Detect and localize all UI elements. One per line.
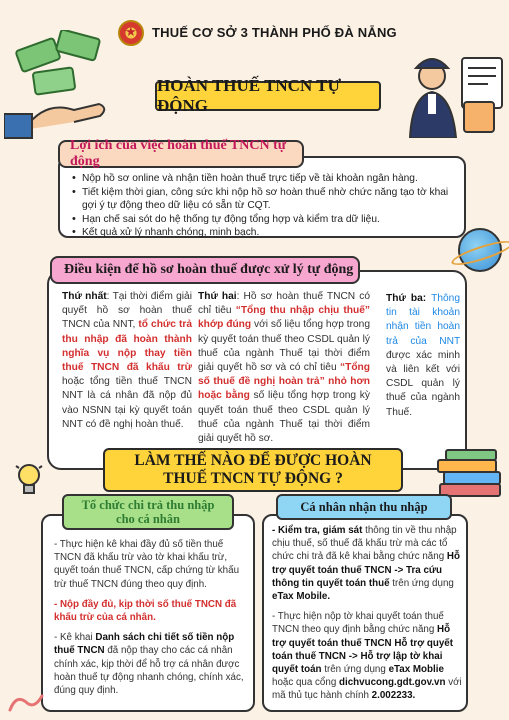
conditions-heading bbox=[50, 256, 360, 284]
individual-content bbox=[272, 524, 462, 710]
ind-p1-app: eTax Mobile. bbox=[272, 591, 331, 603]
list-item: • Nộp hồ sơ online và nhận tiền hoàn thuế trực tiếp về tài khoản ngân hàng. bbox=[72, 172, 460, 186]
ind-p2-text-3: hoặc qua cổng bbox=[272, 677, 339, 689]
conditions-heading-text: Điều kiện để hồ sơ hoàn thuế được xử lý tự động bbox=[64, 262, 354, 277]
org-content bbox=[54, 538, 250, 704]
individual-paragraph-2 bbox=[272, 610, 462, 702]
condition-second-text: : Hồ sơ hoàn thuế TNCN có chỉ tiêu bbox=[198, 291, 370, 317]
ind-p2-portal: dichvucong.gdt.gov.vn bbox=[339, 677, 446, 689]
org-paragraph-2: - Nộp đầy đủ, kịp thời số thuế TNCN đã khấu trừ của cá nhân. bbox=[54, 598, 237, 624]
ind-p2-text-4: với mã thủ tục hành chính bbox=[272, 677, 462, 702]
money-hand-icon bbox=[4, 30, 134, 140]
condition-first-label: Thứ nhất bbox=[62, 291, 107, 302]
individual-paragraph-1 bbox=[272, 524, 462, 603]
ind-p1-text: thông tin về thu nhập chịu thuế, số thuế đã khấu trừ mà các tổ chức chi trả đã kê khai bằng chức năng bbox=[272, 525, 457, 563]
org-p3-text-end: đã nộp thay cho các cá nhân chính xác, kịp thời để hỗ trợ cá nhân được hoàn thuế tự động nhanh chóng, chính xác, đúng quy định. bbox=[54, 645, 244, 697]
condition-first-text-end: hoặc tổng tiền thuế TNCN NNT là cá nhân đã nộp đủ vào NSNN tại kỳ quyết toán NNT có đề nghị hoàn thuế. bbox=[62, 376, 192, 430]
condition-second-highlight-1: “Tổng thu nhập chịu thuế” khớp đúng bbox=[198, 305, 370, 331]
org-heading bbox=[62, 494, 234, 530]
condition-third-text: được xác minh và liên kết với CSDL quản lý thuế của ngành Thuế. bbox=[386, 349, 460, 418]
org-heading-line2: cho cá nhân bbox=[116, 512, 180, 526]
main-title bbox=[155, 76, 381, 115]
lightbulb-icon bbox=[14, 462, 44, 498]
ind-p1-function: Hỗ trợ quyết toán thuế TNCN -> Tra cứu thông tin quyết toán thuế bbox=[272, 551, 460, 589]
condition-second-label: Thứ hai bbox=[198, 291, 237, 302]
ind-p1-bold: - Kiểm tra, giám sát bbox=[272, 525, 363, 536]
condition-second bbox=[198, 290, 370, 446]
how-heading-line2: THUẾ TNCN TỰ ĐỘNG ? bbox=[163, 470, 343, 487]
list-item: • Kết quả xử lý nhanh chóng, minh bạch. bbox=[72, 226, 460, 240]
main-title-text: HOÀN THUẾ TNCN TỰ ĐỘNG bbox=[157, 76, 342, 115]
condition-second-text-end: số liệu tổng hợp trong kỳ quyết toán thuế theo CSDL quản lý thuế của ngành Thuế tại thời điểm giải quyết hồ sơ. bbox=[198, 390, 370, 445]
condition-first-highlight: tổ chức trả thu nhập đã hoàn thành nghĩa vụ nộp thay tiền thuế TNCN đã khấu trừ bbox=[62, 319, 192, 374]
org-paragraph-1: - Thực hiện kê khai đầy đủ số tiền thuế TNCN đã khấu trừ vào tờ khai khấu trừ, quyết toán thuế TNCN, cấp chứng từ khấu trừ thuế TNCN đúng theo quy định. bbox=[54, 539, 240, 590]
condition-third-highlight: Thông tin tài khoản nhận tiền hoàn trả của NNT bbox=[386, 293, 460, 347]
org-p3-bold: Danh sách chi tiết số tiền nộp thuế TNCN bbox=[54, 632, 235, 657]
condition-second-text-mid: với số liệu tổng hợp trong kỳ quyết toán thuế theo CSDL quản lý thuế của ngành Thuế tại thời điểm giải quyết hồ sơ và có chỉ tiêu bbox=[198, 319, 370, 374]
list-item: • Tiết kiệm thời gian, công sức khi nộp hồ sơ hoàn thuế nhờ chức năng tạo tờ khai gợi ý tự động theo dữ liệu có sẵn từ CQT. bbox=[72, 186, 460, 213]
individual-heading bbox=[276, 494, 452, 520]
benefits-list bbox=[72, 172, 460, 240]
globe-icon bbox=[458, 228, 502, 272]
how-heading-line1: LÀM THẾ NÀO ĐỂ ĐƯỢC HOÀN bbox=[134, 452, 372, 469]
ind-p2-text: - Thực hiện nộp tờ khai quyết toán thuế TNCN theo quy định bằng chức năng bbox=[272, 611, 444, 636]
org-p3-text: - Kê khai bbox=[54, 632, 96, 644]
org-paragraph-3 bbox=[54, 631, 250, 697]
ind-p2-text-2: trên ứng dụng bbox=[321, 664, 389, 676]
tax-officer-icon bbox=[398, 52, 506, 138]
swirl-icon bbox=[6, 690, 46, 716]
benefits-heading-text: Lợi ích của việc hoàn thuế TNCN tự động bbox=[70, 138, 287, 169]
condition-third bbox=[386, 292, 460, 420]
individual-heading-text: Cá nhân nhận thu nhập bbox=[300, 499, 428, 514]
ind-p2-code: 2.002233. bbox=[371, 690, 416, 702]
condition-first-text: : Tại thời điểm giải quyết hồ sơ hoàn thuế TNCN của NNT, bbox=[62, 291, 192, 331]
agency-name: THUẾ CƠ SỞ 3 THÀNH PHỐ ĐÀ NẴNG bbox=[152, 25, 397, 40]
ind-p2-app: eTax Moblie bbox=[388, 664, 444, 676]
condition-first bbox=[62, 290, 192, 432]
how-heading bbox=[103, 448, 403, 492]
ind-p2-function: Hỗ trợ quyết toán thuế TNCN Hỗ trợ quyết toán thuế TNCN -> Hỗ trợ lập tờ khai quyết toán bbox=[272, 624, 454, 676]
list-item: • Hạn chế sai sót do hệ thống tự động tổng hợp và kiểm tra dữ liệu. bbox=[72, 213, 460, 227]
condition-second-highlight-2: “Tổng số thuế đề nghị hoàn trả” nhỏ hơn hoặc bằng bbox=[198, 362, 370, 402]
ind-p1-text-2: trên ứng dụng bbox=[389, 577, 454, 589]
org-heading-line1: Tổ chức chi trả thu nhập bbox=[81, 498, 215, 512]
benefits-heading bbox=[58, 140, 304, 168]
condition-third-label: Thứ ba: bbox=[386, 293, 427, 304]
